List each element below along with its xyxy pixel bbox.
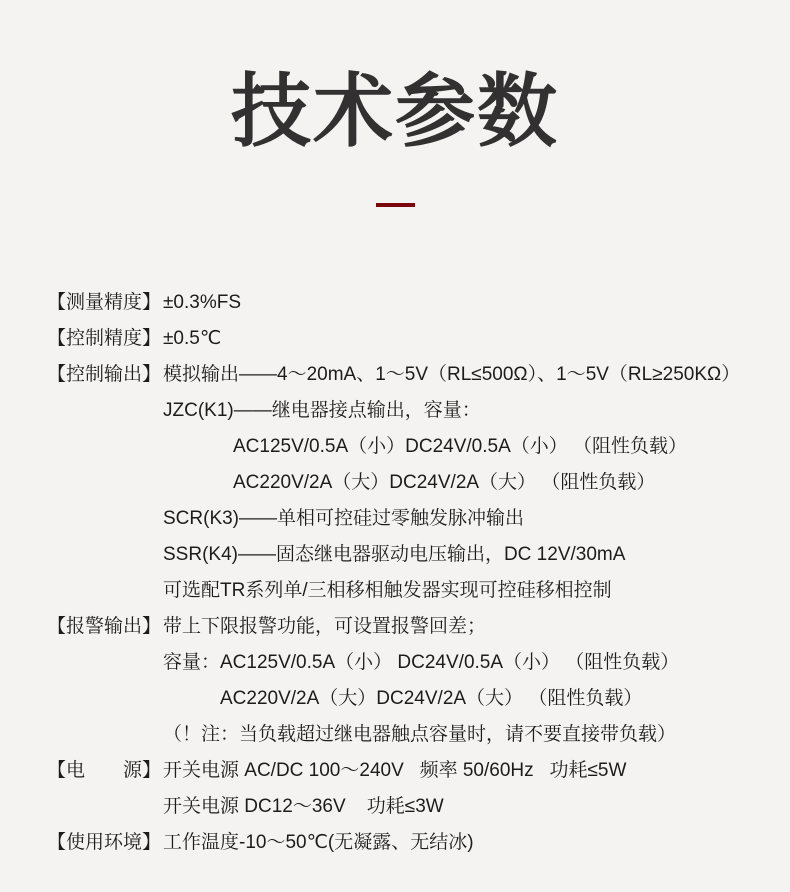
spec-line: 工作温度-10～50℃(无凝露、无结冰) (163, 832, 474, 853)
spec-label: 【电 源】 (47, 760, 162, 781)
spec-lines (163, 357, 774, 609)
spec-line: ±0.5℃ (163, 328, 222, 349)
spec-line: 带上下限报警功能，可设置报警回差； (163, 616, 487, 637)
spec-row (47, 753, 774, 825)
spec-lines (163, 285, 774, 321)
spec-label: 【测量精度】 (47, 292, 162, 313)
spec-row (47, 357, 774, 609)
spec-label: 【控制精度】 (47, 328, 162, 349)
spec-label: 【报警输出】 (47, 616, 162, 637)
spec-line: 开关电源 DC12～36V 功耗≤3W (163, 796, 444, 817)
spec-line: ±0.3%FS (163, 292, 242, 313)
spec-lines (163, 609, 774, 753)
spec-label: 【使用环境】 (47, 832, 162, 853)
spec-line: AC125V/0.5A（小）DC24V/0.5A（小） （阻性负载） (233, 436, 688, 457)
title-underline (376, 203, 415, 207)
spec-line: AC220V/2A（大）DC24V/2A（大） （阻性负载） (233, 472, 656, 493)
spec-line: 模拟输出——4～20mA、1～5V（RL≤500Ω）、1～5V（RL≥250KΩ） (163, 364, 741, 385)
spec-row (47, 285, 774, 321)
spec-line: 容量：AC125V/0.5A（小） DC24V/0.5A（小） （阻性负载） (163, 652, 680, 673)
page-title: 技术参数 (231, 67, 559, 156)
spec-lines (163, 825, 774, 861)
spec-lines (163, 321, 774, 357)
spec-line: SSR(K4)——固态继电器驱动电压输出，DC 12V/30mA (163, 544, 626, 565)
spec-label: 【控制输出】 (47, 364, 162, 385)
spec-line: SCR(K3)——单相可控硅过零触发脉冲输出 (163, 508, 525, 529)
spec-line: JZC(K1)——继电器接点输出，容量： (163, 400, 481, 421)
spec-line: 可选配TR系列单/三相移相触发器实现可控硅移相控制 (163, 580, 612, 601)
spec-list (0, 285, 790, 861)
spec-row (47, 609, 774, 753)
spec-lines (163, 753, 774, 825)
spec-line: （！注：当负载超过继电器触点容量时，请不要直接带负载） (163, 724, 677, 745)
spec-line: 开关电源 AC/DC 100～240V 频率 50/60Hz 功耗≤5W (163, 760, 627, 781)
spec-row (47, 825, 774, 861)
spec-row (47, 321, 774, 357)
spec-line: AC220V/2A（大）DC24V/2A（大） （阻性负载） (220, 688, 643, 709)
